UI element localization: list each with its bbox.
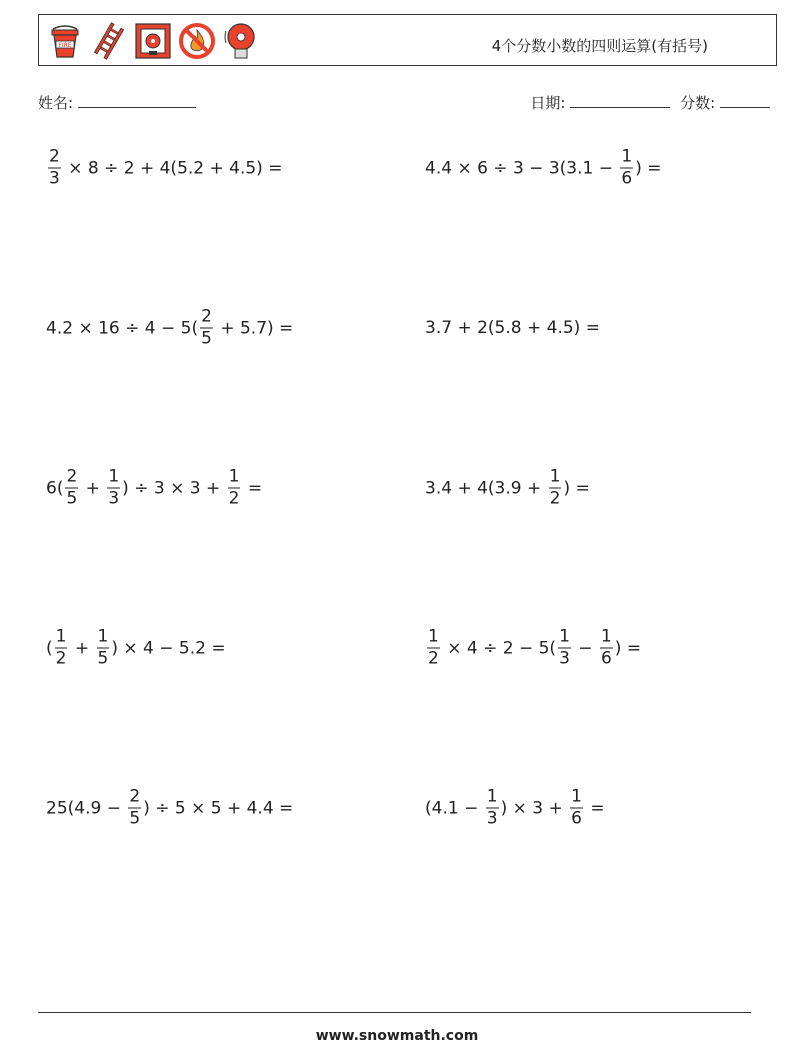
icon-strip [45,19,261,63]
fraction [228,466,241,509]
expression-text: × 8 ÷ 2 + 4(5.2 + 4.5) = [62,158,283,178]
footer-divider [38,1012,751,1013]
fraction [200,306,213,349]
fraction-numerator: 1 [559,626,570,647]
score-field [680,92,770,113]
fraction-numerator: 2 [129,786,141,807]
math-problem [46,146,283,189]
date-label: 日期: [530,94,566,112]
fraction [128,786,141,829]
math-problem [46,466,263,509]
fraction-denominator: 5 [201,328,212,349]
fraction [570,786,583,829]
expression-text: 3.4 + 4(3.9 + [425,478,547,498]
expression-text: ) ÷ 5 × 5 + 4.4 = [143,798,294,818]
fraction [549,466,562,509]
fraction-numerator: 1 [428,626,439,647]
math-problem [425,466,590,509]
fraction-numerator: 1 [55,626,67,647]
expression-text: ) = [563,478,590,498]
fraction-numerator: 1 [600,626,612,647]
expression-text: + [69,638,95,658]
date-field [530,92,670,113]
name-blank[interactable] [78,93,196,108]
fraction [55,626,68,669]
fraction-denominator: 6 [600,648,612,669]
name-label: 姓名: [38,94,74,112]
math-problem [46,626,226,669]
fire-bucket-icon [45,21,85,61]
expression-text: 4.2 × 16 ÷ 4 − 5( [46,318,199,338]
fraction-denominator: 5 [129,808,141,829]
fraction-numerator: 1 [97,626,109,647]
fraction-denominator: 6 [571,808,582,829]
name-field [38,92,196,113]
math-problem [425,626,642,669]
math-problem [46,306,294,349]
no-fire-icon [177,21,217,61]
fraction [558,626,571,669]
fraction-numerator: 1 [621,146,633,167]
expression-text: + 5.7) = [214,318,294,338]
fraction-numerator: 2 [49,146,60,167]
fraction [65,466,78,509]
ladder-icon [89,21,129,61]
date-blank[interactable] [570,93,670,108]
expression-text: ) = [635,158,662,178]
fraction-denominator: 3 [559,648,570,669]
fraction [97,626,110,669]
expression-text: ) = [614,638,642,658]
footer-url: www.snowmath.com [315,1028,479,1044]
expression-text: 4.4 × 6 ÷ 3 − 3(3.1 − [425,158,619,178]
expression-text: 25(4.9 − [46,798,127,818]
fraction-denominator: 3 [486,808,498,829]
fraction-denominator: 3 [49,168,60,189]
fraction-numerator: 1 [228,466,240,487]
fraction-denominator: 2 [55,648,67,669]
score-label: 分数: [680,94,716,112]
fire-alarm-box-icon [133,21,173,61]
expression-text: × 4 ÷ 2 − 5( [441,638,557,658]
expression-text: ( [46,638,53,658]
fraction [107,466,120,509]
fraction [427,626,440,669]
fraction-numerator: 1 [486,786,498,807]
expression-text: ) × 4 − 5.2 = [111,638,226,658]
math-problem [425,146,662,189]
fraction-numerator: 1 [549,466,561,487]
expression-text: − [572,638,598,658]
expression-text: ) × 3 + [500,798,569,818]
math-problem [425,786,605,829]
fraction [600,626,613,669]
fraction-numerator: 2 [66,466,78,487]
worksheet-title: 4个分数小数的四则运算(有括号) [491,37,708,55]
expression-text: (4.1 − [425,798,484,818]
fraction [620,146,633,189]
expression-text: ) ÷ 3 × 3 + [122,478,226,498]
math-problem [46,786,294,829]
fire-bell-icon [221,21,261,61]
expression-text: 6( [46,478,64,498]
expression-text: 3.7 + 2(5.8 + 4.5) = [425,318,600,338]
score-blank[interactable] [720,93,770,108]
fraction-denominator: 2 [428,648,439,669]
fraction-denominator: 6 [621,168,633,189]
fraction-denominator: 5 [66,488,78,509]
fraction [48,146,61,189]
expression-text: = [584,798,605,818]
svg-text:FIRE: FIRE [58,42,72,49]
math-problem [425,318,600,338]
expression-text: = [242,478,263,498]
expression-text: + [80,478,106,498]
fraction-numerator: 2 [201,306,212,327]
fraction-denominator: 3 [108,488,120,509]
date-score-fields [530,92,770,113]
fraction [486,786,499,829]
fraction-denominator: 2 [228,488,240,509]
fraction-numerator: 1 [571,786,582,807]
worksheet-header [38,14,777,66]
fraction-numerator: 1 [108,466,120,487]
fraction-denominator: 2 [549,488,561,509]
fraction-denominator: 5 [97,648,109,669]
